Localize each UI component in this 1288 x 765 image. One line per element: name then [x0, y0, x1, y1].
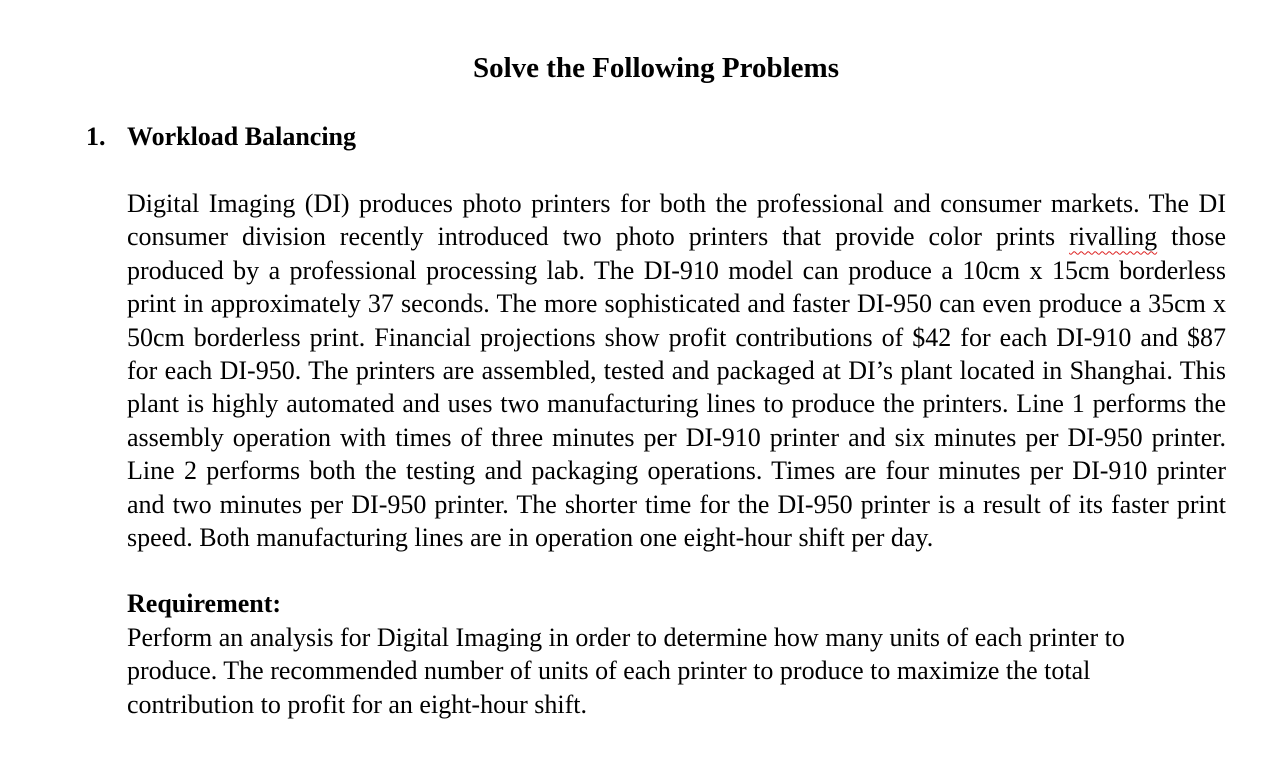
- paragraph-text-start: Digital Imaging (DI) produces photo printers for both the professional and consumer markets. The DI consumer division recently introduced two photo printers that provide color prints: [127, 189, 1226, 252]
- problem-paragraph: [127, 187, 1226, 554]
- requirement-text: Perform an analysis for Digital Imaging in order to determine how many units of each printer to produce. The recommended number of units of each printer to produce to maximize the total contribution to profit for an eight-hour shift.: [127, 623, 1125, 719]
- problem-number: 1.: [86, 122, 106, 151]
- paragraph-text-end: those produced by a professional processing lab. The DI-910 model can produce a 10cm x 15cm borderless print in approximately 37 seconds. The more sophisticated and faster DI-950 can even produce a 35cm x 50cm borderless print. Financial projections show profit contributions of $42 for each DI-910 and $87 for each DI-950. The printers are assembled, tested and packaged at DI’s plant located in Shanghai. This plant is highly automated and uses two manufacturing lines to produce the printers. Line 1 performs the assembly operation with times of three minutes per DI-910 printer and six minutes per DI-950 printer. Line 2 performs both the testing and packaging operations. Times are four minutes per DI-910 printer and two minutes per DI-950 printer. The shorter time for the DI-950 printer is a result of its faster print speed. Both manufacturing lines are in operation one eight-hour shift per day.: [127, 222, 1226, 553]
- page-title: Solve the Following Problems: [473, 52, 839, 84]
- spellcheck-flagged-word[interactable]: rivalling: [1069, 222, 1158, 252]
- requirement-label: Requirement:: [127, 589, 282, 618]
- problem-title: Workload Balancing: [127, 122, 356, 151]
- problem-heading: [86, 120, 356, 154]
